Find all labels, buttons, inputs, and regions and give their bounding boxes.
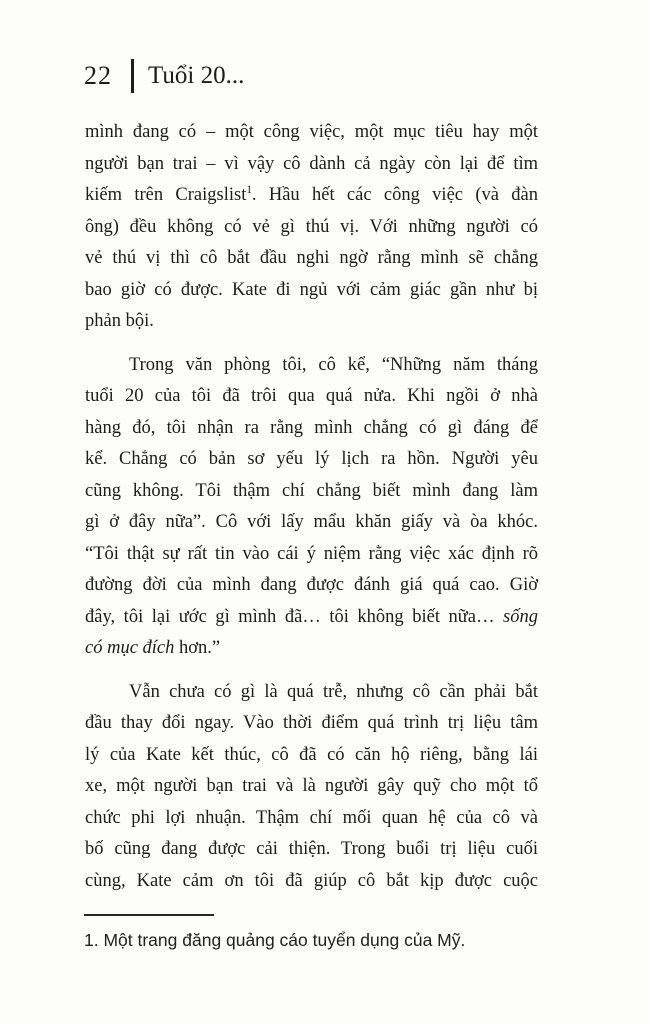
text-segment: chức phi lợi nhuận. Thậm chí mối quan hệ của cô và bbox=[85, 807, 538, 828]
footnote-separator bbox=[84, 914, 214, 916]
text-segment: đầu thay đổi ngay. Vào thời điểm quá trình trị liệu tâm bbox=[85, 713, 538, 733]
text-segment: đường đời của mình đang được đánh giá quá cao. Giờ bbox=[85, 575, 538, 595]
text-segment: hàng đó, tôi nhận ra rằng mình chẳng có gì đáng để bbox=[85, 417, 538, 438]
text-line bbox=[85, 275, 538, 307]
text-line bbox=[85, 243, 538, 275]
page-number: 22 bbox=[84, 61, 112, 90]
text-line bbox=[85, 476, 538, 508]
text-segment: cũng không. Tôi thậm chí chẳng biết mình đang làm bbox=[85, 480, 538, 501]
emphasized-text: có mục đích bbox=[85, 638, 175, 658]
text-segment: kiếm trên Craigslist bbox=[85, 185, 247, 205]
text-segment: kể. Chẳng có bản sơ yếu lý lịch ra hồn. Người yêu bbox=[85, 449, 538, 469]
text-segment: phản bội. bbox=[85, 311, 154, 331]
text-segment: “Tôi thật sự rất tin vào cái ý niệm rằng việc xác định rõ bbox=[85, 543, 538, 564]
emphasized-text: sống bbox=[503, 606, 538, 627]
text-segment: vẻ thú vị thì cô bắt đầu nghi ngờ rằng mình sẽ chẳng bbox=[85, 248, 538, 268]
text-segment: Vẫn chưa có gì là quá trễ, nhưng cô cần phải bắt bbox=[129, 681, 538, 702]
body-text bbox=[85, 117, 538, 897]
text-segment: bố cũng đang được cải thiện. Trong buổi trị liệu cuối bbox=[85, 839, 538, 859]
text-line bbox=[85, 149, 538, 181]
text-line bbox=[85, 677, 538, 709]
paragraph bbox=[85, 117, 538, 338]
footnote: 1. Một trang đăng quảng cáo tuyển dụng của Mỹ. bbox=[84, 930, 466, 950]
text-segment: gì ở đây nữa”. Cô với lấy mẩu khăn giấy và òa khóc. bbox=[85, 512, 538, 532]
text-line bbox=[85, 212, 538, 244]
text-line bbox=[85, 117, 538, 149]
text-segment: hơn.” bbox=[174, 638, 221, 658]
text-segment: bao giờ có được. Kate đi ngủ với cảm giác gần như bị bbox=[85, 279, 538, 300]
page-header bbox=[84, 58, 244, 94]
text-segment: lý của Kate kết thúc, cô đã có căn hộ riêng, bằng lái bbox=[85, 744, 538, 765]
text-line bbox=[85, 866, 538, 898]
text-line bbox=[85, 180, 538, 212]
paragraph bbox=[85, 677, 538, 898]
text-line bbox=[85, 740, 538, 772]
footnote-reference: 1 bbox=[246, 183, 252, 196]
paragraph bbox=[85, 350, 538, 665]
text-segment: đây, tôi lại ước gì mình đã… tôi không biết nữa… bbox=[85, 606, 504, 627]
text-line bbox=[85, 708, 538, 740]
text-line bbox=[85, 413, 538, 445]
text-line bbox=[85, 381, 538, 413]
text-line bbox=[85, 507, 538, 539]
text-segment: xe, một người bạn trai và là người gây quỹ cho một tổ bbox=[85, 776, 538, 796]
text-segment: . Hầu hết các công việc (và đàn bbox=[251, 185, 538, 205]
text-line bbox=[85, 834, 538, 866]
text-segment: tuổi 20 của tôi đã trôi qua quá nửa. Khi ngồi ở nhà bbox=[85, 386, 538, 406]
text-line bbox=[85, 350, 538, 382]
header-divider bbox=[131, 59, 134, 93]
text-segment: Trong văn phòng tôi, cô kể, “Những năm tháng bbox=[129, 354, 538, 375]
text-line bbox=[85, 306, 538, 338]
text-line bbox=[85, 771, 538, 803]
text-segment: cùng, Kate cảm ơn tôi đã giúp cô bắt kịp được cuộc bbox=[85, 870, 538, 891]
text-line bbox=[85, 444, 538, 476]
text-line bbox=[85, 633, 538, 665]
text-line bbox=[85, 803, 538, 835]
text-line bbox=[85, 602, 538, 634]
text-line bbox=[85, 539, 538, 571]
text-segment: người bạn trai – vì vậy cô dành cả ngày còn lại để tìm bbox=[85, 153, 538, 174]
text-line bbox=[85, 570, 538, 602]
text-segment: mình đang có – một công việc, một mục tiêu hay một bbox=[85, 122, 538, 142]
running-title: Tuổi 20... bbox=[148, 62, 245, 89]
text-segment: ông) đều không có vẻ gì thú vị. Với những người có bbox=[85, 216, 538, 237]
